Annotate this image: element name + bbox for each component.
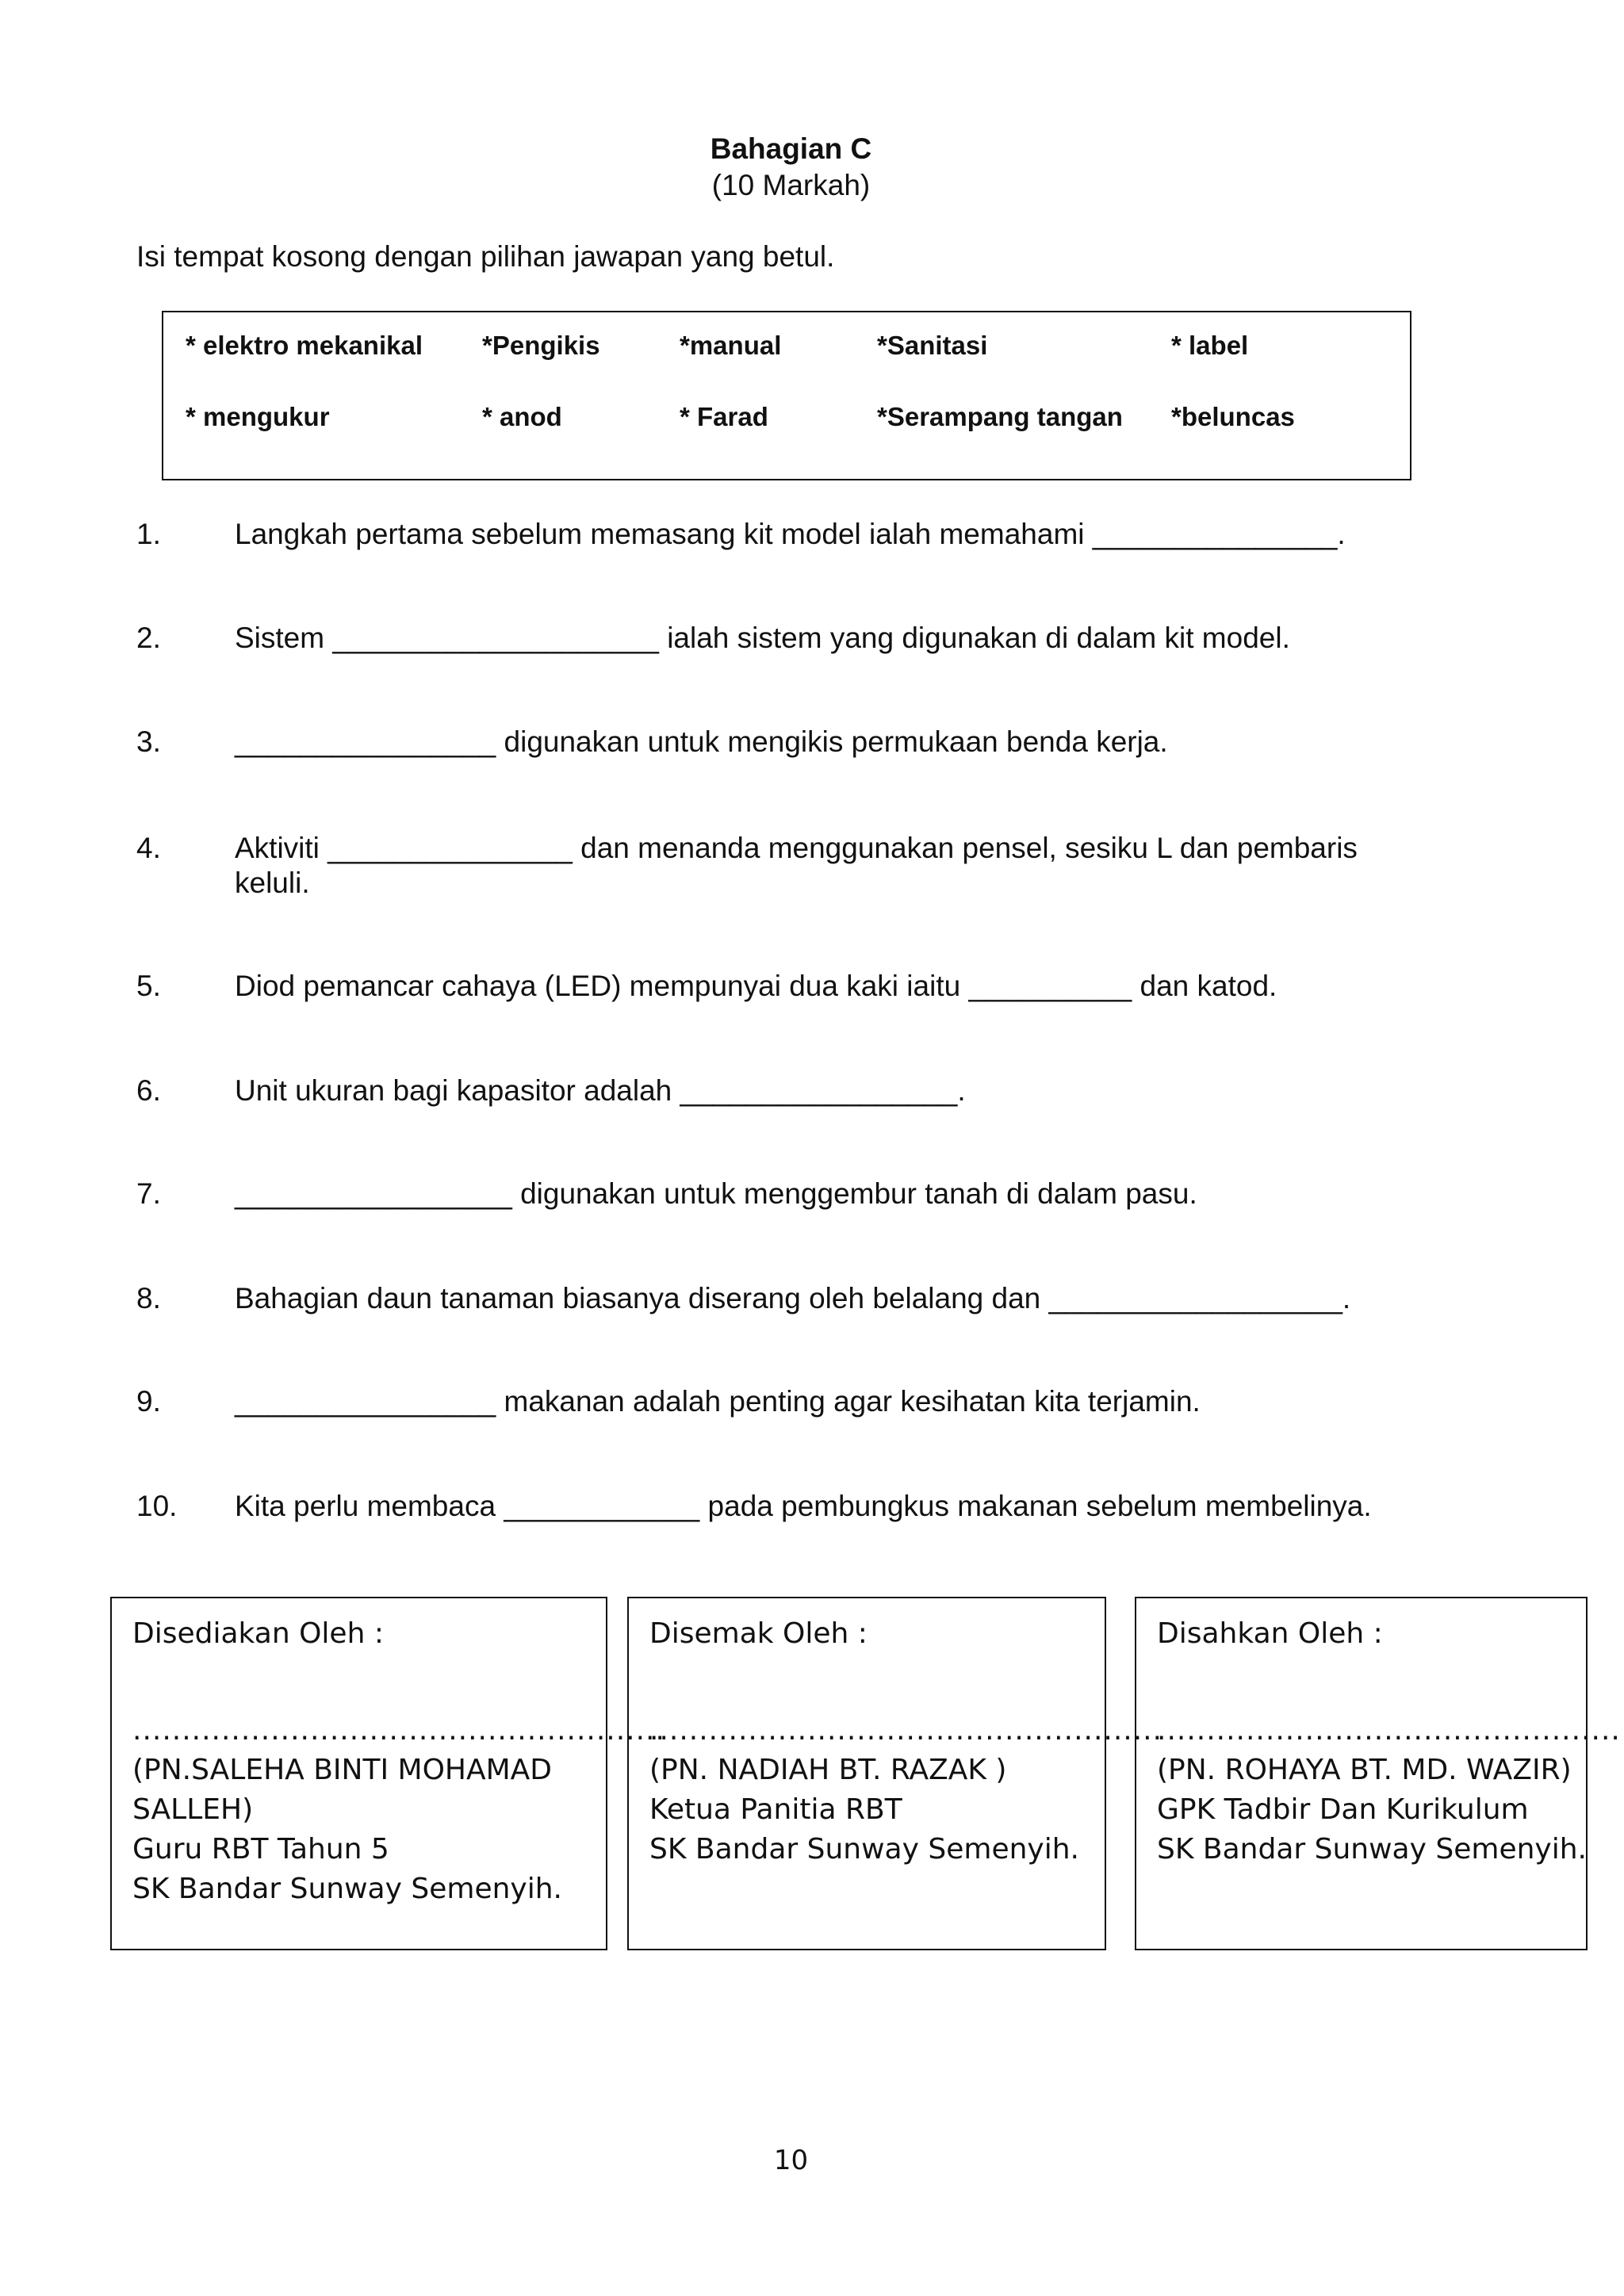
signatory-school: SK Bandar Sunway Semenyih. <box>649 1833 1079 1866</box>
word-bank-box <box>162 311 1411 480</box>
question-number: 9. <box>136 1385 161 1418</box>
signatory-name: (PN. NADIAH BT. RAZAK ) <box>649 1754 1007 1786</box>
question-text: Sistem ____________________ ialah sistem yang digunakan di dalam kit model. <box>235 622 1290 654</box>
question-number: 7. <box>136 1177 161 1210</box>
word-bank-option: *Serampang tangan <box>877 402 1123 431</box>
question-text: Kita perlu membaca ____________ pada pembungkus makanan sebelum membelinya. <box>235 1490 1372 1522</box>
signatory-name-cont: SALLEH) <box>132 1793 254 1826</box>
word-bank-option: * mengukur <box>186 402 330 431</box>
signatory-name: (PN.SALEHA BINTI MOHAMAD <box>132 1754 553 1786</box>
signatory-name: (PN. ROHAYA BT. MD. WAZIR) <box>1157 1754 1572 1786</box>
word-bank-option: *beluncas <box>1171 402 1295 431</box>
question-text: Aktiviti _______________ dan menanda menggunakan pensel, sesiku L dan pembaris keluli. <box>235 832 1358 899</box>
page-number: 10 <box>773 2145 809 2176</box>
question-text: ________________ makanan adalah penting agar kesihatan kita terjamin. <box>235 1385 1201 1418</box>
signature-heading: Disahkan Oleh : <box>1157 1617 1383 1650</box>
word-bank-option: *Pengikis <box>482 331 600 360</box>
signature-line: ............................................... <box>1157 1714 1621 1747</box>
word-bank-option: *Sanitasi <box>877 331 988 360</box>
signatory-role: Ketua Panitia RBT <box>649 1793 902 1826</box>
signature-line: ...................................................... <box>132 1714 665 1747</box>
question-number: 6. <box>136 1074 161 1107</box>
question-text: _________________ digunakan untuk menggembur tanah di dalam pasu. <box>235 1177 1197 1210</box>
signature-heading: Disemak Oleh : <box>649 1617 868 1650</box>
signatory-school: SK Bandar Sunway Semenyih. <box>132 1873 562 1905</box>
question-number: 10. <box>136 1490 178 1522</box>
question-number: 8. <box>136 1282 161 1314</box>
signature-box-checked <box>627 1597 1163 1950</box>
section-title: Bahagian C <box>710 132 872 165</box>
question-number: 4. <box>136 832 161 864</box>
question-number: 5. <box>136 970 161 1002</box>
word-bank-option: *manual <box>680 331 782 360</box>
word-bank-option: * elektro mekanikal <box>186 331 423 360</box>
question-text: Unit ukuran bagi kapasitor adalah _________________. <box>235 1074 966 1107</box>
signature-line: .................................................... <box>649 1714 1163 1747</box>
signature-box-prepared <box>110 1597 665 1950</box>
instruction-text: Isi tempat kosong dengan pilihan jawapan yang betul. <box>136 240 835 273</box>
signatory-role: GPK Tadbir Dan Kurikulum <box>1157 1793 1529 1826</box>
signatory-school: SK Bandar Sunway Semenyih. <box>1157 1833 1587 1866</box>
word-bank-option: * anod <box>482 402 562 431</box>
word-bank-option: * label <box>1171 331 1249 360</box>
section-marks: (10 Markah) <box>711 169 871 201</box>
word-bank-option: * Farad <box>680 402 768 431</box>
question-text: Diod pemancar cahaya (LED) mempunyai dua kaki iaitu __________ dan katod. <box>235 970 1277 1002</box>
signature-box-approved <box>1135 1597 1621 1950</box>
question-number: 3. <box>136 725 161 758</box>
signatory-role: Guru RBT Tahun 5 <box>132 1833 389 1866</box>
question-text: Langkah pertama sebelum memasang kit model ialah memahami _______________. <box>235 518 1346 550</box>
question-number: 2. <box>136 622 161 654</box>
question-text: Bahagian daun tanaman biasanya diserang oleh belalang dan __________________. <box>235 1282 1351 1314</box>
question-number: 1. <box>136 518 161 550</box>
signature-heading: Disediakan Oleh : <box>132 1617 384 1650</box>
question-text: ________________ digunakan untuk mengikis permukaan benda kerja. <box>235 725 1168 758</box>
